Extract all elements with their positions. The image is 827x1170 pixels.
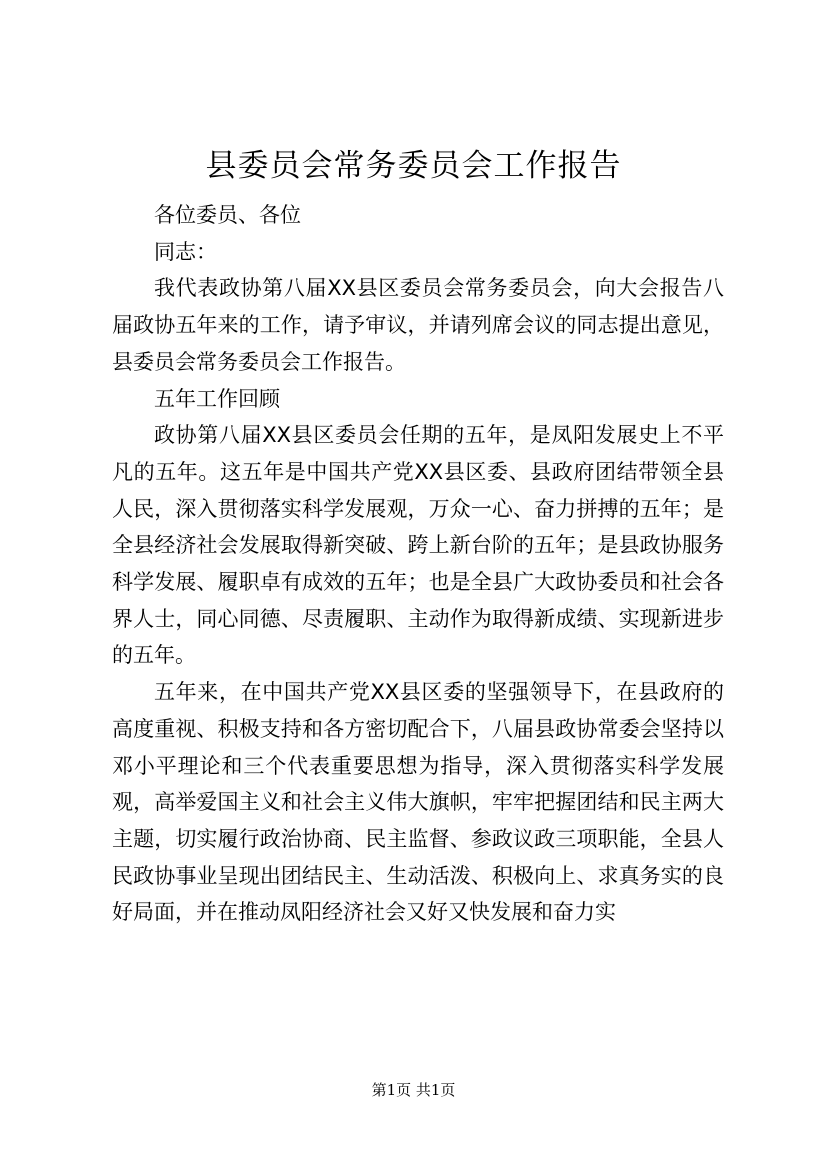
document-title: 县委员会常务委员会工作报告 xyxy=(205,148,622,184)
page-number-footer: 第1页 共1页 xyxy=(371,1081,456,1099)
salutation-line-1: 各位委员、各位 xyxy=(154,203,301,227)
body-paragraph: 五年来，在中国共产党XX县区委的坚强领导下，在县政府的高度重视、积极支持和各方密切配合下，八届县政协常委会坚持以邓小平理论和三个代表重要思想为指导，深入贯彻落实科学发展观，高举爱国主义和社会主义伟大旗帜，牢牢把握团结和民主两大主题，切实履行政治协商、民主监督、参政议政三项职能，全县人民政协事业呈现出团结民主、生动活泼、积极向上、求真务实的良好局面，并在推动凤阳经济社会又好又快发展和奋力实 xyxy=(112,680,724,925)
document-body xyxy=(112,197,724,931)
section-heading: 五年工作回顾 xyxy=(154,386,280,411)
salutation-line-2: 同志： xyxy=(154,239,217,264)
intro-paragraph: 我代表政协第八届XX县区委员会常务委员会，向大会报告八届政协五年来的工作，请予审议，并请列席会议的同志提出意见，县委员会常务委员会工作报告。 xyxy=(112,276,724,374)
body-paragraph: 政协第八届XX县区委员会任期的五年，是凤阳发展史上不平凡的五年。这五年是中国共产党XX县区委、县政府团结带领全县人民，深入贯彻落实科学发展观，万众一心、奋力拼搏的五年；是全县经济社会发展取得新突破、跨上新台阶的五年；是县政协服务科学发展、履职卓有成效的五年；也是全县广大政协委员和社会各界人士，同心同德、尽责履职、主动作为取得新成绩、实现新进步的五年。 xyxy=(112,423,724,668)
